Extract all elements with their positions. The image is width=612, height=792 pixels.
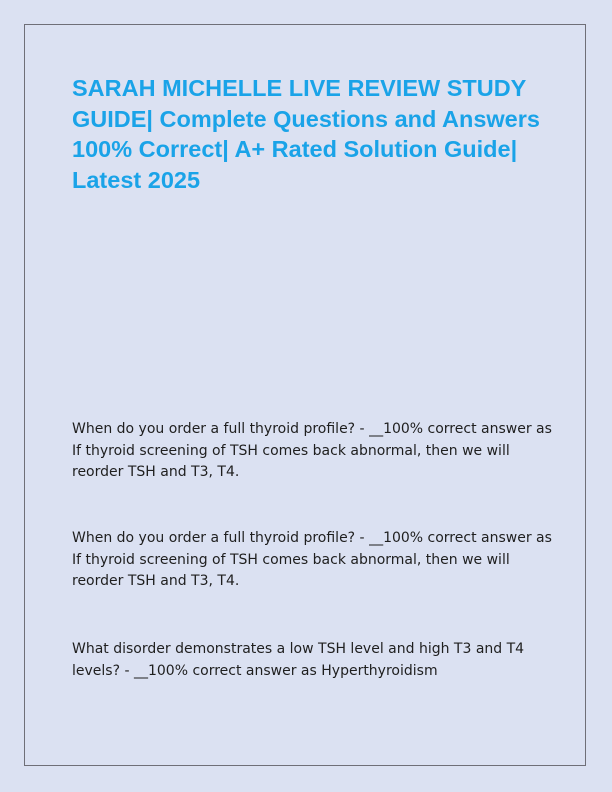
qa-entry-1: When do you order a full thyroid profile? - __100% correct answer as If thyroid screening of TSH comes back abnormal, then we will reorder TSH and T3, T4. [72,421,552,480]
qa-entry-2: When do you order a full thyroid profile? - __100% correct answer as If thyroid screening of TSH comes back abnormal, then we will reorder TSH and T3, T4. [72,530,552,589]
qa-entry-3: What disorder demonstrates a low TSH level and high T3 and T4 levels? - __100% correct answer as Hyperthyroidism [72,641,525,679]
document-title: SARAH MICHELLE LIVE REVIEW STUDY GUIDE| Complete Questions and Answers 100% Correct| A+ Rated Solution Guide| Latest 2025 [72,75,540,193]
